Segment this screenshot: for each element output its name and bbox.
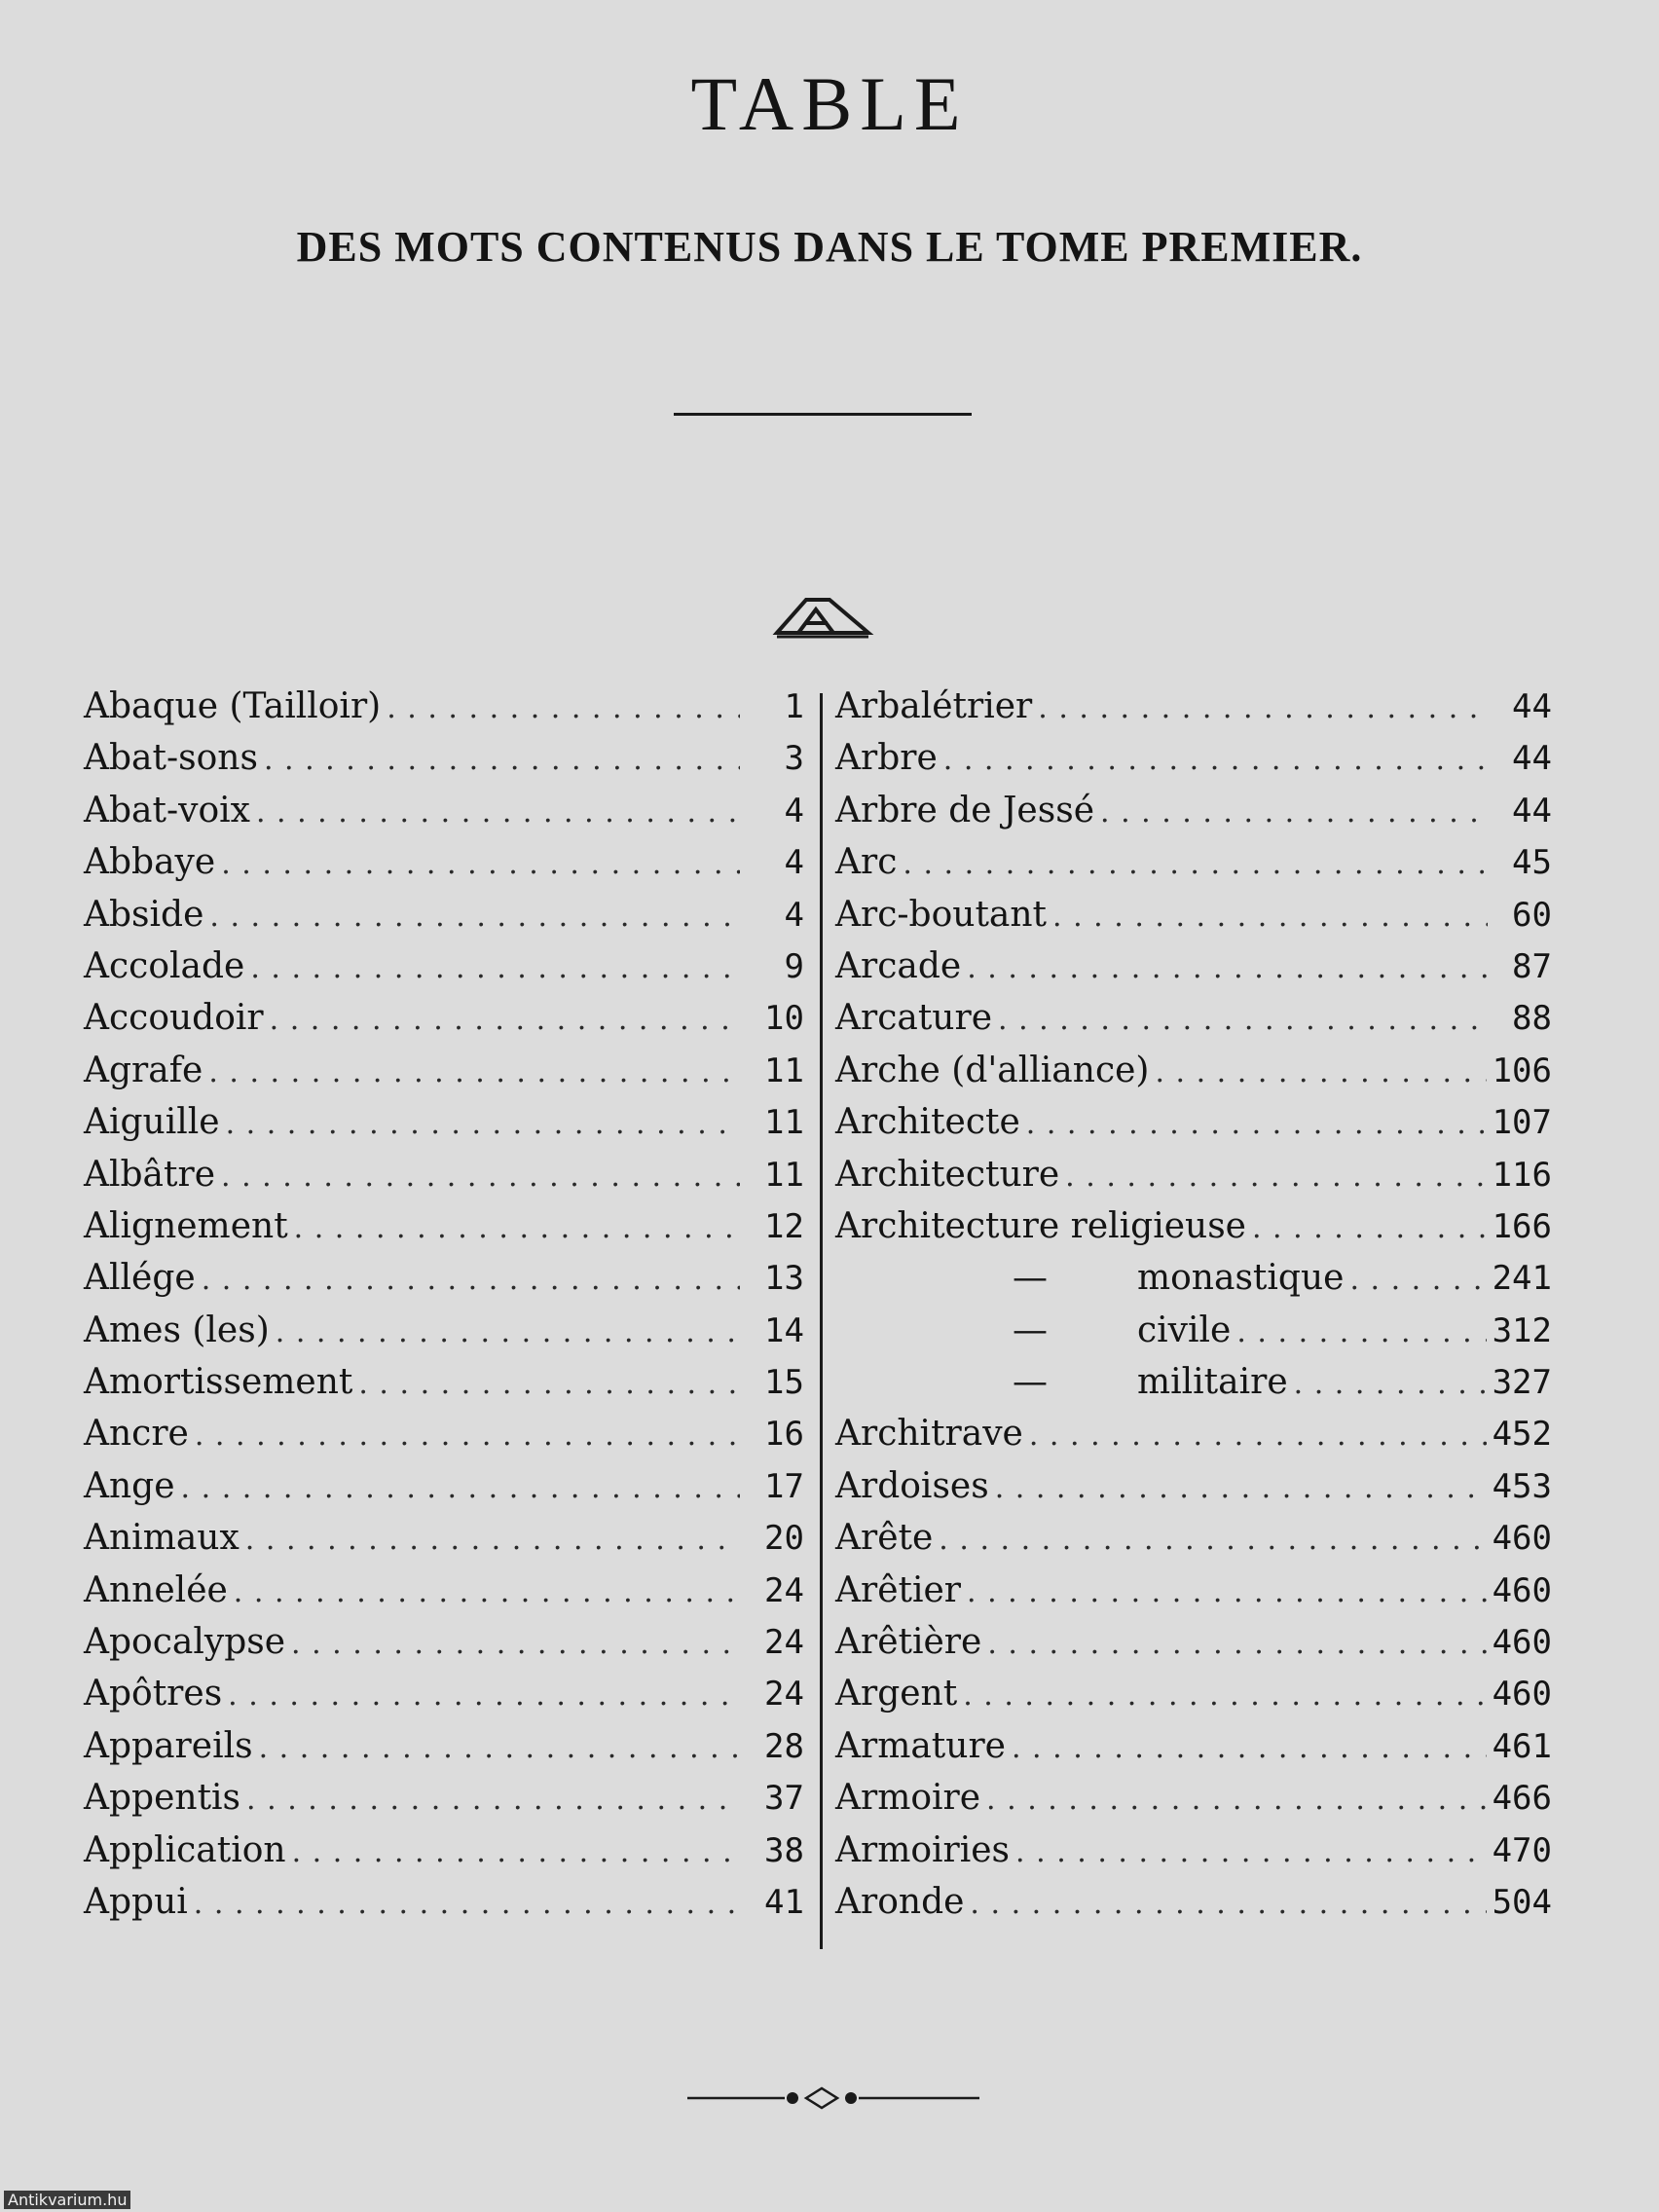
entry-page-number: 87: [1512, 946, 1552, 986]
index-column-left: [84, 686, 804, 1934]
index-entry: [84, 842, 804, 894]
index-entry: [84, 1362, 804, 1414]
leader-dots: [1065, 1160, 1486, 1194]
entry-term: Appui: [84, 1881, 188, 1922]
leader-dots: [250, 951, 740, 985]
entry-page-number: 466: [1492, 1779, 1552, 1819]
entry-term: Allége: [84, 1258, 196, 1299]
entry-page-number: 24: [764, 1623, 804, 1663]
page-subtitle: DES MOTS CONTENUS DANS LE TOME PREMIER.: [296, 223, 1363, 271]
index-entry: [835, 1570, 1552, 1622]
index-entry: [84, 1155, 804, 1206]
index-entry: [84, 895, 804, 946]
index-column-right: [835, 686, 1552, 1934]
entry-subterm: militaire: [1137, 1362, 1288, 1403]
index-entry: [84, 1102, 804, 1154]
entry-term: Ames (les): [84, 1309, 270, 1350]
entry-page-number: 44: [1512, 739, 1552, 779]
entry-page-number: 44: [1512, 791, 1552, 830]
leader-dots: [194, 1887, 740, 1921]
entry-page-number: 116: [1492, 1155, 1552, 1195]
entry-page-number: 14: [764, 1310, 804, 1350]
entry-page-number: 13: [764, 1259, 804, 1299]
index-entry: [84, 1882, 804, 1934]
entry-page-number: 460: [1492, 1570, 1552, 1610]
leader-dots: [256, 795, 740, 830]
index-entry: [835, 1622, 1552, 1674]
entry-page-number: 88: [1512, 999, 1552, 1039]
entry-page-number: 24: [764, 1675, 804, 1714]
leader-dots: [387, 691, 740, 725]
leader-dots: [998, 1003, 1488, 1037]
entry-term: Ardoises: [835, 1465, 989, 1506]
entry-term: Arbre: [835, 738, 938, 779]
entry-page-number: 453: [1492, 1466, 1552, 1506]
leader-dots: [202, 1263, 740, 1297]
entry-page-number: 461: [1492, 1726, 1552, 1766]
entry-page-number: 17: [764, 1466, 804, 1506]
leader-dots: [294, 1211, 740, 1245]
index-entry: [84, 1726, 804, 1778]
entry-page-number: 44: [1512, 687, 1552, 726]
entry-term: Ancre: [84, 1414, 189, 1455]
leader-dots: [1015, 1835, 1487, 1869]
leader-dots: [1026, 1107, 1487, 1141]
index-entry: [84, 1622, 804, 1674]
entry-page-number: 45: [1512, 843, 1552, 883]
entry-term: Architecture religieuse: [835, 1205, 1246, 1246]
index-entry: [84, 998, 804, 1050]
entry-page-number: 4: [784, 895, 804, 935]
leader-dots: [270, 1003, 740, 1037]
entry-page-number: 4: [784, 843, 804, 883]
entry-term: Arbalétrier: [835, 686, 1033, 726]
leader-dots: [943, 743, 1488, 777]
entry-page-number: 12: [764, 1206, 804, 1246]
entry-term: Architecture: [835, 1154, 1060, 1195]
page-title: TABLE: [690, 61, 969, 146]
index-entry: [84, 1570, 804, 1622]
index-entry: [835, 946, 1552, 998]
entry-term: Apocalypse: [84, 1622, 286, 1663]
index-entry: [835, 1778, 1552, 1829]
entry-term: Apôtres: [84, 1674, 223, 1714]
index-entry: [835, 1726, 1552, 1778]
entry-page-number: 470: [1492, 1830, 1552, 1870]
entry-page-number: 20: [764, 1519, 804, 1559]
leader-dots: [1100, 795, 1488, 830]
entry-term: Animaux: [84, 1518, 240, 1559]
leader-dots: [963, 1678, 1486, 1713]
entry-term: Aronde: [835, 1881, 965, 1922]
leader-dots: [1052, 900, 1488, 934]
leader-dots: [259, 1731, 740, 1765]
entry-page-number: 38: [764, 1830, 804, 1870]
entry-term: Abaque (Tailloir): [84, 686, 382, 726]
entry-term: Abbaye: [84, 842, 216, 883]
index-entry: [835, 1310, 1552, 1362]
entry-term: Abat-voix: [84, 790, 250, 830]
index-entry: [835, 1882, 1552, 1934]
entry-term: Armoire: [835, 1778, 981, 1819]
entry-page-number: 16: [764, 1415, 804, 1455]
index-entry: [84, 1518, 804, 1569]
index-entry: [84, 946, 804, 998]
leader-dots: [276, 1315, 740, 1349]
entry-term: Architrave: [835, 1414, 1023, 1455]
entry-term: Appareils: [84, 1725, 253, 1766]
entry-page-number: 28: [764, 1726, 804, 1766]
leader-dots: [221, 847, 740, 881]
entry-term: Accolade: [84, 945, 245, 986]
leader-dots: [292, 1835, 740, 1869]
entry-term: Agrafe: [84, 1050, 203, 1090]
entry-subterm: civile: [1137, 1309, 1232, 1350]
leader-dots: [970, 1887, 1486, 1921]
index-entry: [84, 738, 804, 790]
index-entry: [84, 1258, 804, 1309]
index-entry: [84, 1778, 804, 1829]
leader-dots: [221, 1160, 740, 1194]
index-entry: [835, 686, 1552, 738]
entry-term: Albâtre: [84, 1154, 215, 1195]
ditto-dash: —: [1013, 1309, 1048, 1350]
leader-dots: [245, 1523, 740, 1557]
entry-term: Amortissement: [84, 1362, 353, 1403]
leader-dots: [246, 1783, 740, 1817]
index-entry: [84, 686, 804, 738]
leader-dots: [226, 1107, 740, 1141]
leader-dots: [1155, 1055, 1486, 1089]
entry-term: Ange: [84, 1465, 175, 1506]
entry-page-number: 460: [1492, 1623, 1552, 1663]
leader-dots: [1012, 1731, 1487, 1765]
index-entry: [84, 791, 804, 842]
entry-term: Architecte: [835, 1102, 1020, 1143]
entry-subterm: monastique: [1137, 1258, 1345, 1299]
letter-a-ornament-icon: [769, 592, 876, 641]
entry-term: Arête: [835, 1518, 934, 1559]
index-entry: [835, 1674, 1552, 1725]
leader-dots: [1294, 1367, 1487, 1401]
index-entry: [84, 1414, 804, 1465]
leader-dots: [358, 1367, 740, 1401]
index-entry: [84, 1051, 804, 1102]
index-entry: [835, 1102, 1552, 1154]
entry-page-number: 460: [1492, 1675, 1552, 1714]
leader-dots: [208, 1055, 740, 1089]
leader-dots: [967, 1575, 1487, 1609]
entry-term: Arcature: [835, 998, 992, 1039]
entry-page-number: 241: [1492, 1259, 1552, 1299]
leader-dots: [903, 847, 1488, 881]
entry-term: Armature: [835, 1725, 1006, 1766]
entry-page-number: 9: [784, 946, 804, 986]
entry-term: Annelée: [84, 1569, 228, 1610]
entry-page-number: 3: [784, 739, 804, 779]
entry-page-number: 15: [764, 1363, 804, 1403]
entry-term: Aiguille: [84, 1102, 220, 1143]
entry-term: Arche (d'alliance): [835, 1050, 1150, 1090]
index-entry: [835, 842, 1552, 894]
entry-page-number: 11: [764, 1051, 804, 1090]
entry-page-number: 327: [1492, 1363, 1552, 1403]
leader-dots: [291, 1627, 740, 1661]
index-entry: [835, 1258, 1552, 1309]
scroll-ornament-icon: [687, 2083, 979, 2113]
entry-term: Alignement: [84, 1205, 288, 1246]
index-entry: [835, 1206, 1552, 1258]
leader-dots: [234, 1575, 740, 1609]
index-entry: [835, 1414, 1552, 1465]
watermark: Antikvarium.hu: [4, 2191, 130, 2209]
entry-page-number: 60: [1512, 895, 1552, 935]
entry-term: Arc: [835, 842, 898, 883]
entry-term: Arbre de Jessé: [835, 790, 1094, 830]
entry-term: Arêtière: [835, 1622, 982, 1663]
entry-page-number: 4: [784, 791, 804, 830]
leader-dots: [181, 1471, 740, 1505]
entry-page-number: 37: [764, 1779, 804, 1819]
entry-term: Application: [84, 1829, 286, 1870]
leader-dots: [1038, 691, 1488, 725]
index-entry: [84, 1310, 804, 1362]
entry-term: Armoiries: [835, 1829, 1011, 1870]
leader-dots: [1252, 1211, 1487, 1245]
index-entry: [835, 791, 1552, 842]
entry-term: Arcade: [835, 945, 962, 986]
index-entry: [835, 1051, 1552, 1102]
entry-term: Argent: [835, 1674, 958, 1714]
index-entry: [835, 1830, 1552, 1882]
entry-page-number: 106: [1492, 1051, 1552, 1090]
leader-dots: [987, 1627, 1486, 1661]
entry-page-number: 24: [764, 1570, 804, 1610]
entry-term: Appentis: [84, 1778, 241, 1819]
leader-dots: [967, 951, 1488, 985]
leader-dots: [939, 1523, 1486, 1557]
entry-page-number: 312: [1492, 1310, 1552, 1350]
entry-page-number: 11: [764, 1155, 804, 1195]
index-entry: [835, 1362, 1552, 1414]
entry-page-number: 166: [1492, 1206, 1552, 1246]
column-divider: [820, 693, 823, 1949]
leader-dots: [1029, 1419, 1487, 1453]
title-divider-rule: [674, 413, 972, 416]
ditto-dash: —: [1013, 1258, 1048, 1299]
entry-page-number: 10: [764, 999, 804, 1039]
entry-page-number: 1: [784, 687, 804, 726]
ditto-dash: —: [1013, 1362, 1048, 1403]
entry-term: Abat-sons: [84, 738, 258, 779]
leader-dots: [986, 1783, 1487, 1817]
leader-dots: [195, 1419, 740, 1453]
index-entry: [84, 1466, 804, 1518]
entry-page-number: 504: [1492, 1882, 1552, 1922]
entry-page-number: 452: [1492, 1415, 1552, 1455]
entry-page-number: 41: [764, 1882, 804, 1922]
index-entry: [835, 738, 1552, 790]
index-entry: [84, 1206, 804, 1258]
entry-page-number: 460: [1492, 1519, 1552, 1559]
index-entry: [835, 998, 1552, 1050]
entry-page-number: 107: [1492, 1103, 1552, 1143]
index-entry: [835, 1155, 1552, 1206]
entry-term: Accoudoir: [84, 998, 264, 1039]
entry-page-number: 11: [764, 1103, 804, 1143]
index-entry: [84, 1830, 804, 1882]
entry-term: Arc-boutant: [835, 894, 1048, 935]
index-entry: [835, 1518, 1552, 1569]
leader-dots: [264, 743, 740, 777]
leader-dots: [995, 1471, 1487, 1505]
entry-term: Abside: [84, 894, 204, 935]
leader-dots: [1236, 1315, 1486, 1349]
index-entry: [84, 1674, 804, 1725]
index-entry: [835, 895, 1552, 946]
entry-term: Arêtier: [835, 1569, 962, 1610]
index-entry: [835, 1466, 1552, 1518]
leader-dots: [1349, 1263, 1486, 1297]
leader-dots: [228, 1678, 740, 1713]
leader-dots: [209, 900, 740, 934]
